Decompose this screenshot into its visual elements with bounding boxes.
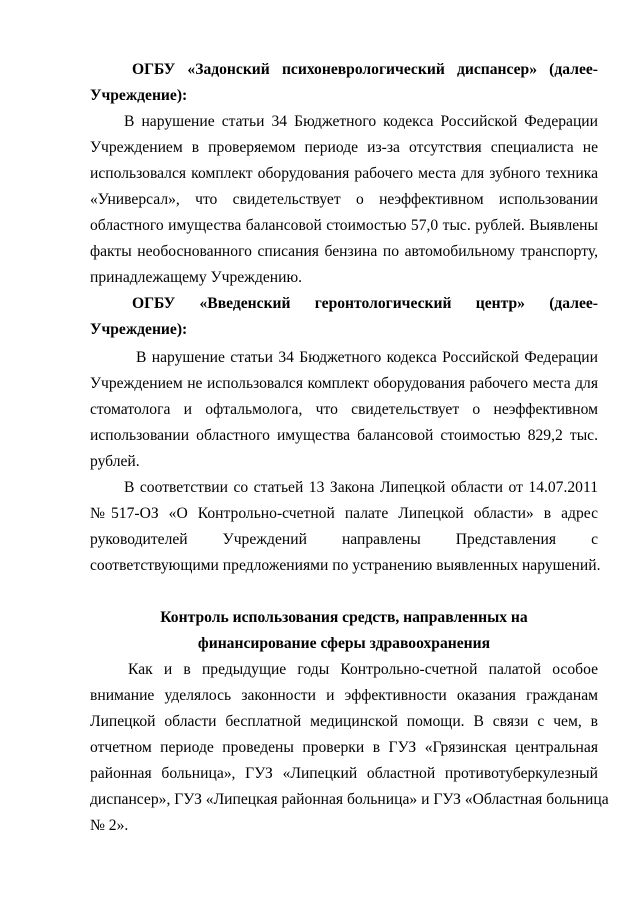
org2-para-line: рублей. xyxy=(90,453,140,470)
org1-para-line: использовался комплект оборудования рабочего места для зубного техника xyxy=(90,165,598,182)
section-para-line: Липецкой области бесплатной медицинской помощи. В связи с чем, в xyxy=(90,713,598,730)
org2-heading-line1: ОГБУ «Введенский геронтологический центр» (далее- xyxy=(132,295,598,312)
org1-para-line: В нарушение статьи 34 Бюджетного кодекса Российской Федерации xyxy=(124,113,598,130)
org1-para-line: областного имущества балансовой стоимостью 57,0 тыс. рублей. Выявлены xyxy=(90,217,598,234)
org1-heading-line1: ОГБУ «Задонский психоневрологический диспансер» (далее- xyxy=(132,61,598,78)
org1-para-line: принадлежащему Учреждению. xyxy=(90,269,303,286)
org1-heading-line2: Учреждение): xyxy=(90,87,188,104)
org2-para-line: стоматолога и офтальмолога, что свидетельствует о неэффективном xyxy=(90,401,598,418)
org2-para-line: В нарушение статьи 34 Бюджетного кодекса Российской Федерации xyxy=(136,349,598,366)
conclusion-line: №517-ОЗ «О Контрольно-счетной палате Липецкой области» в адрес xyxy=(90,505,598,522)
section-para-line: районная больница», ГУЗ «Липецкий областной противотуберкулезный xyxy=(90,765,598,782)
org2-heading-line2: Учреждение): xyxy=(90,321,188,338)
section-title-line1: Контроль использования средств, направленных на xyxy=(160,609,528,626)
section-para-line: диспансер», ГУЗ «Липецкая районная больница» и ГУЗ «Областная больница xyxy=(90,791,609,808)
org1-para-line: факты необоснованного списания бензина по автомобильному транспорту, xyxy=(90,243,598,260)
org1-para-line: «Универсал», что свидетельствует о неэффективном использовании xyxy=(90,191,598,208)
org2-para-line: Учреждением не использовался комплект оборудования рабочего места для xyxy=(90,375,598,392)
org1-para-line: Учреждением в проверяемом периоде из-за отсутствия специалиста не xyxy=(90,139,598,156)
org2-para-line: использовании областного имущества балансовой стоимостью 829,2 тыс. xyxy=(90,427,598,444)
section-para-line: внимание уделялось законности и эффективности оказания гражданам xyxy=(90,687,598,704)
section-para-line: № 2». xyxy=(90,817,129,834)
conclusion-line: соответствующими предложениями по устранению выявленных нарушений. xyxy=(90,557,601,574)
section-title-line2: финансирование сферы здравоохранения xyxy=(197,635,491,652)
section-para-line: Как и в предыдущие годы Контрольно-счетной палатой особое xyxy=(128,661,598,678)
conclusion-line: В соответствии со статьей 13 Закона Липецкой области от 14.07.2011 xyxy=(124,479,598,496)
conclusion-line: руководителей Учреждений направлены Представления с xyxy=(90,531,598,548)
section-para-line: отчетном периоде проведены проверки в ГУЗ «Грязинская центральная xyxy=(90,739,598,756)
